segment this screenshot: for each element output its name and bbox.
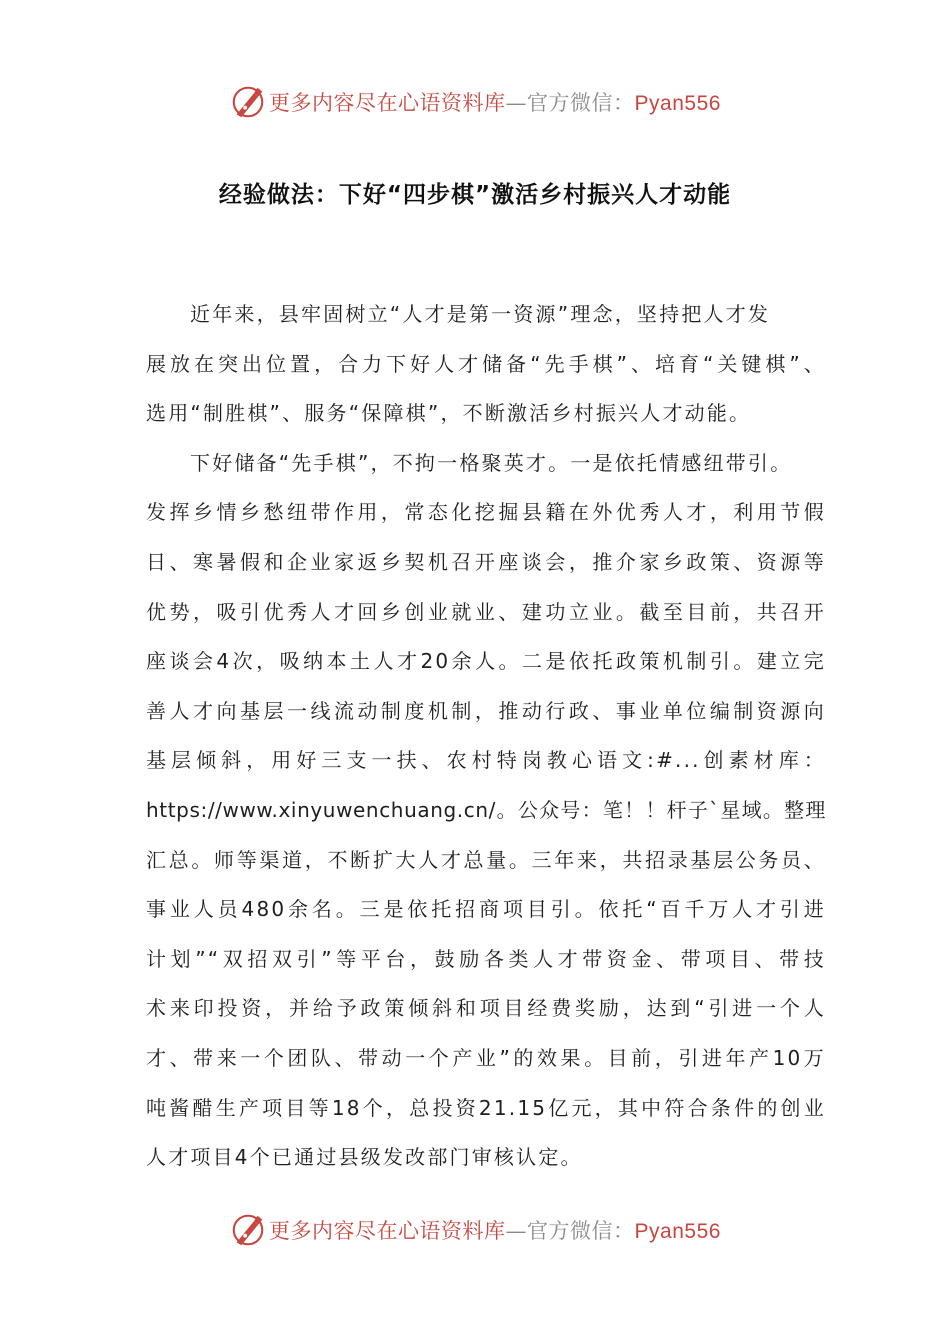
text-line: 优势，吸引优秀人才回乡创业就业、建功立业。截至目前，共召开 bbox=[146, 599, 826, 624]
banner-text: 更多内容尽在心语资料库—官方微信：Pyan556 bbox=[269, 1219, 721, 1243]
header-banner bbox=[0, 80, 950, 124]
text-line: 事业人员480余名。三是依托招商项目引。依托“百千万人才引进 bbox=[146, 897, 826, 922]
document-body bbox=[146, 290, 826, 1183]
text-line: 座谈会4次，吸纳本土人才20余人。二是依托政策机制引。建立完 bbox=[146, 649, 826, 674]
text-line: 日、寒暑假和企业家返乡契机召开座谈会，推介家乡政策、资源等 bbox=[146, 549, 826, 574]
text-line: 才、带来一个团队、带动一个产业”的效果。目前，引进年产10万 bbox=[146, 1045, 826, 1070]
text-line: 基层倾斜，用好三支一扶、农村特岗教心语文:#...创素材库： bbox=[146, 748, 826, 773]
text-line: 汇总。师等渠道，不断扩大人才总量。三年来，共招录基层公务员、 bbox=[146, 847, 826, 872]
text-line: 展放在突出位置，合力下好人才储备“先手棋”、培育“关键棋”、 bbox=[146, 351, 826, 376]
document-title: 经验做法：下好“四步棋”激活乡村振兴人才动能 bbox=[218, 182, 732, 208]
text-line: 计划”“双招双引”等平台，鼓励各类人才带资金、带项目、带技 bbox=[146, 946, 826, 971]
text-line: 吨酱醋生产项目等18个，总投资21.15亿元，其中符合条件的创业 bbox=[146, 1095, 826, 1120]
text-line: 人才项目4个已通过县级发改部门审核认定。 bbox=[146, 1145, 583, 1170]
text-line: 下好储备“先手棋”，不拘一格聚英才。一是依托情感纽带引。 bbox=[190, 450, 793, 475]
banner-text: 更多内容尽在心语资料库—官方微信：Pyan556 bbox=[269, 91, 721, 115]
pen-nib-logo-icon bbox=[229, 1211, 267, 1249]
text-line: 选用“制胜棋”、服务“保障棋”，不断激活乡村振兴人才动能。 bbox=[146, 401, 752, 426]
footer-banner bbox=[0, 1208, 950, 1252]
pen-nib-logo-icon bbox=[229, 83, 267, 121]
text-line: 术来印投资，并给予政策倾斜和项目经费奖励，达到“引进一个人 bbox=[146, 996, 826, 1021]
text-line: https://www.xinyuwenchuang.cn/。公众号：笔！！杆子`星域。整理 bbox=[146, 797, 826, 822]
text-line: 发挥乡情乡愁纽带作用，常态化挖掘县籍在外优秀人才，利用节假 bbox=[146, 500, 826, 525]
text-line: 近年来，县牢固树立“人才是第一资源”理念，坚持把人才发 bbox=[190, 302, 771, 326]
text-line: 善人才向基层一线流动制度机制，推动行政、事业单位编制资源向 bbox=[146, 698, 826, 723]
